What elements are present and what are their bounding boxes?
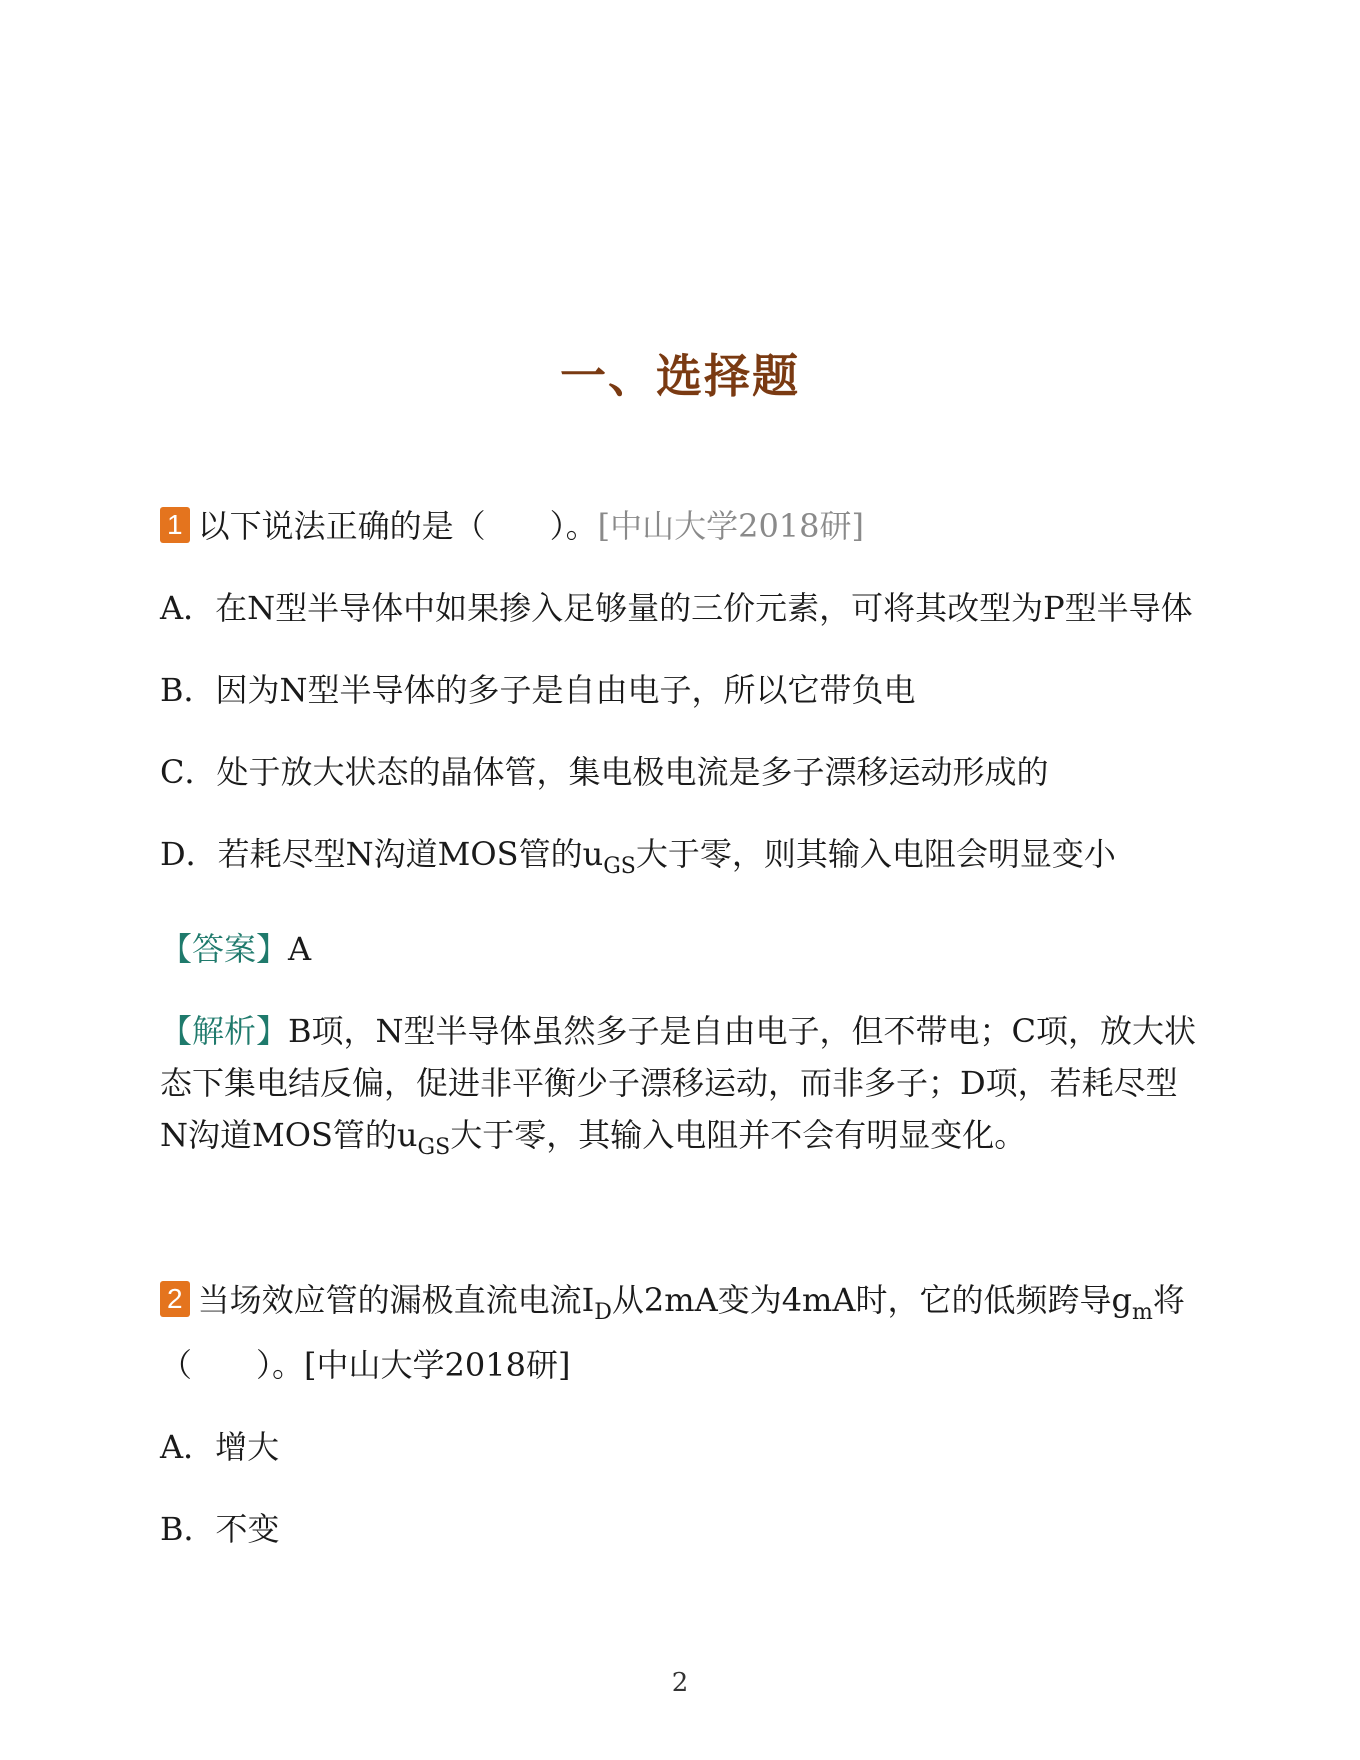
question-stem: [160, 500, 1200, 552]
option-a: A．在N型半导体中如果掺入足够量的三价元素，可将其改型为P型半导体: [160, 589, 1193, 627]
analysis-subscript: GS: [417, 1135, 451, 1160]
question-text-mid: 从2mA变为4mA时，它的低频跨导g: [611, 1281, 1132, 1319]
answer-label: 【答案】: [160, 930, 289, 968]
section-title: 一、选择题: [560, 349, 800, 403]
option-d: [160, 828, 1200, 893]
question-subscript: D: [594, 1300, 612, 1325]
option-d-text: D．若耗尽型N沟道MOS管的u: [160, 835, 604, 873]
question-source: [中山大学2018研]: [597, 507, 865, 545]
question-number-badge: 2: [160, 1281, 190, 1317]
question-subscript: m: [1132, 1300, 1153, 1325]
page-number: 2: [671, 1668, 689, 1698]
question-source: [中山大学2018研]: [304, 1346, 571, 1384]
question-spacer: [160, 1204, 1200, 1274]
content-body: [160, 500, 1200, 1585]
analysis-text-end: 大于零，其输入电阻并不会有明显变化。: [450, 1116, 1027, 1154]
option-b: B．不变: [160, 1510, 280, 1548]
answer-line: [160, 923, 1200, 975]
question-text-end: 将（ ）。: [160, 1281, 1185, 1384]
question-number-badge: 1: [160, 507, 190, 543]
analysis-text: B项，N型半导体虽然多子是自由电子，但不带电；C项，放大状态下集电结反偏，促进非平衡少子漂移运动，而非多子；D项，若耗尽型N沟道MOS管的u: [160, 1012, 1197, 1154]
analysis-label: 【解析】: [160, 1012, 289, 1050]
question-1: [160, 500, 1200, 1174]
option-b: B．因为N型半导体的多子是自由电子，所以它带负电: [160, 671, 916, 709]
option-c: C．处于放大状态的晶体管，集电极电流是多子漂移运动形成的: [160, 753, 1049, 791]
analysis-paragraph: [160, 1005, 1200, 1174]
question-stem: [160, 1274, 1200, 1391]
option-d-text-end: 大于零，则其输入电阻会明显变小: [635, 835, 1116, 873]
answer-value: A: [288, 930, 312, 968]
option-a: A．增大: [160, 1428, 280, 1466]
question-2: [160, 1274, 1200, 1555]
question-text: 当场效应管的漏极直流电流I: [197, 1281, 595, 1319]
question-text: 以下说法正确的是（ ）。: [197, 507, 598, 545]
option-d-subscript: GS: [603, 854, 636, 879]
